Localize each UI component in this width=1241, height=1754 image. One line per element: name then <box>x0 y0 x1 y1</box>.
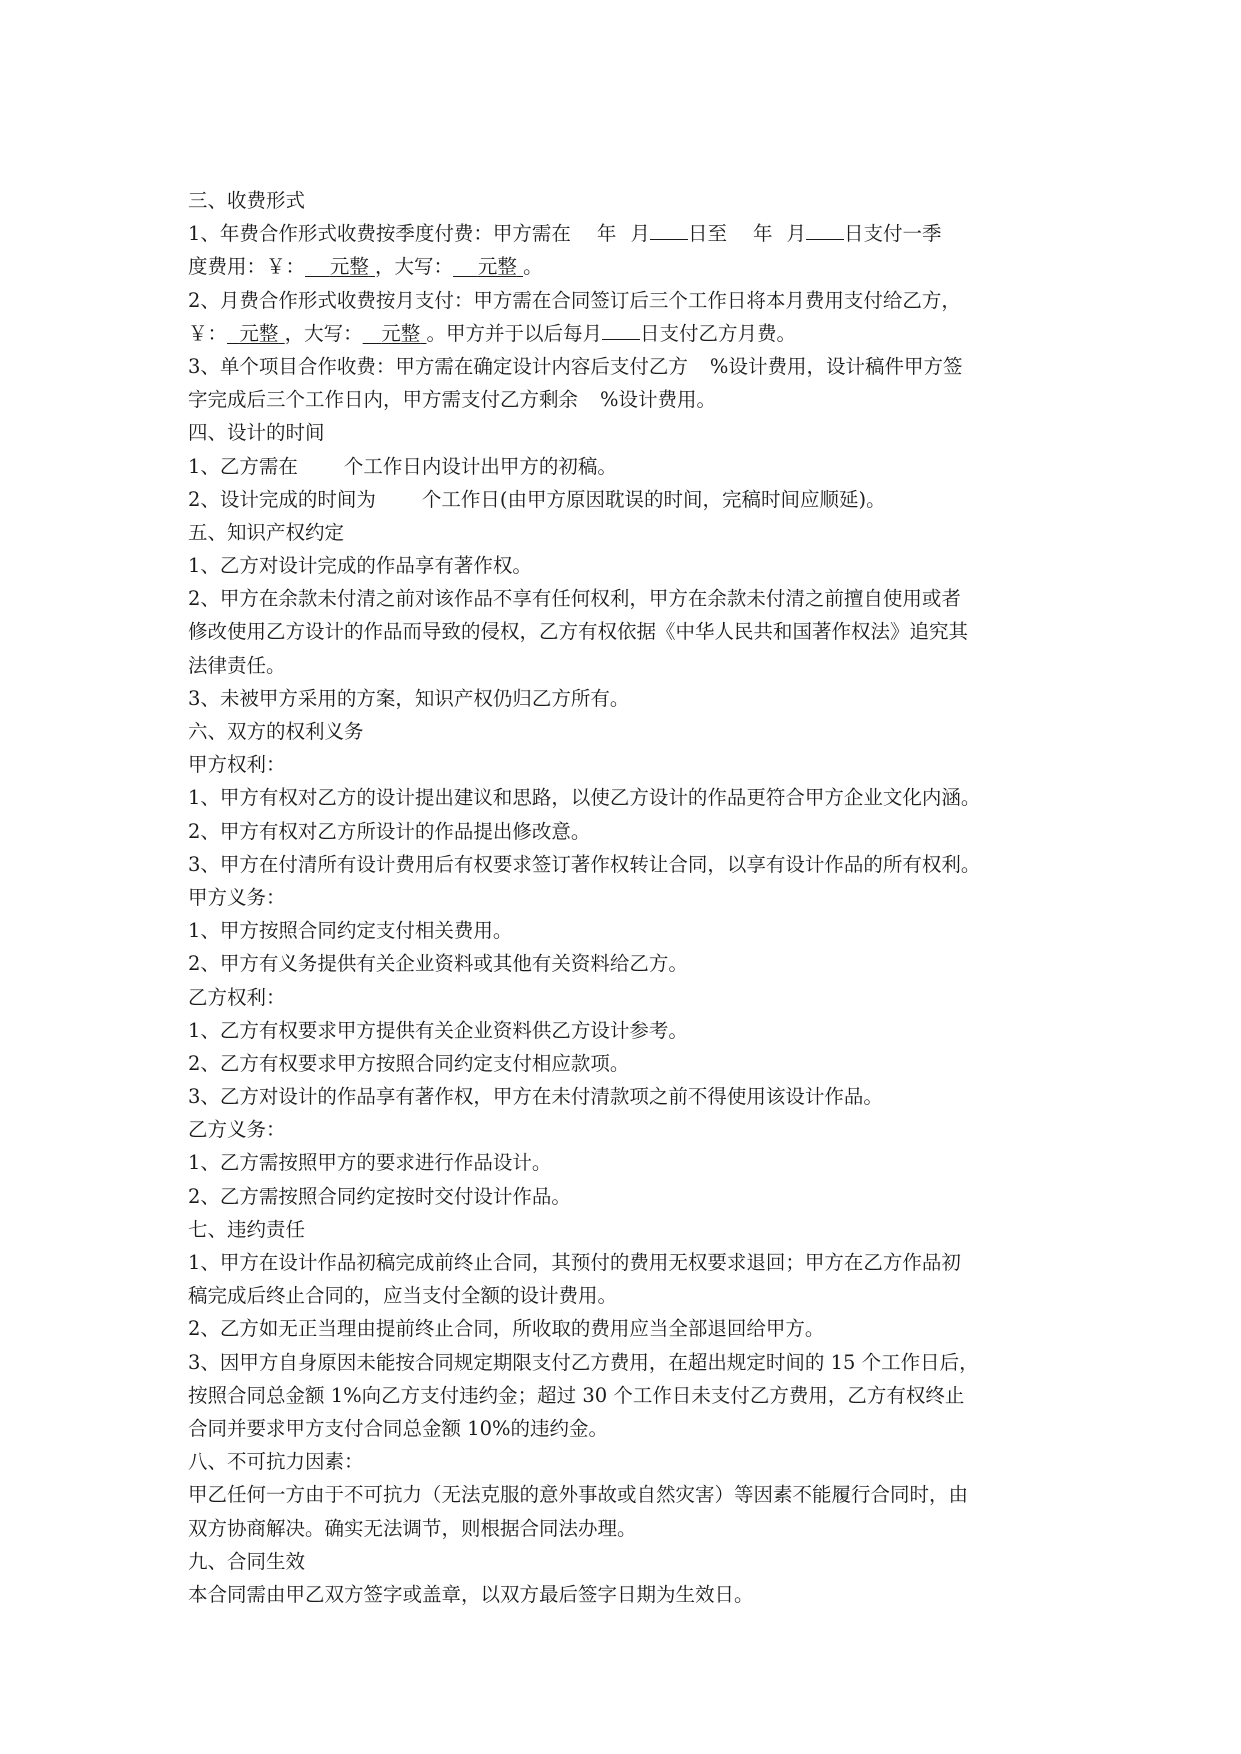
breach-clause-1-line-1: 1、甲方在设计作品初稿完成前终止合同，其预付的费用无权要求退回；甲方在乙方作品初 <box>188 1251 961 1274</box>
party-a-duties-heading: 甲方义务： <box>188 885 286 909</box>
fees-clause-1-line-2: 度费用：￥： 元整 ，大写： 元整 。 <box>188 250 1052 283</box>
ip-clause-2-line-2: 修改使用乙方设计的作品而导致的侵权，乙方有权依据《中华人民共和国著作权法》追究其 <box>188 620 969 644</box>
schedule-clause-1: 1、乙方需在 个工作日内设计出甲方的初稿。 <box>188 454 617 478</box>
section-heading-ip: 五、知识产权约定 <box>188 520 345 544</box>
breach-clause-2: 2、乙方如无正当理由提前终止合同，所收取的费用应当全部退回给甲方。 <box>188 1317 825 1341</box>
day-blank <box>602 317 640 340</box>
party-a-right-2: 2、甲方有权对乙方所设计的作品提出修改意。 <box>188 819 591 843</box>
contract-page <box>188 184 1052 1611</box>
party-b-duty-1: 1、乙方需按照甲方的要求进行作品设计。 <box>188 1151 552 1175</box>
day-blank <box>806 217 844 240</box>
party-a-rights-heading: 甲方权利： <box>188 753 286 777</box>
section-heading-fees: 三、收费形式 <box>188 189 306 212</box>
fees-clause-2-line-2: ￥： 元整 ，大写： 元整 。甲方并于以后每月 日支付乙方月费。 <box>188 317 1052 350</box>
section-heading-force-majeure: 八、不可抗力因素： <box>188 1450 364 1474</box>
party-a-duty-2: 2、甲方有义务提供有关企业资料或其他有关资料给乙方。 <box>188 952 688 976</box>
section-heading-effective: 九、合同生效 <box>188 1549 306 1573</box>
schedule-clause-2: 2、设计完成的时间为 个工作日(由甲方原因耽误的时间，完稿时间应顺延)。 <box>188 487 886 511</box>
party-b-right-2: 2、乙方有权要求甲方按照合同约定支付相应款项。 <box>188 1051 630 1075</box>
ip-clause-1: 1、乙方对设计完成的作品享有著作权。 <box>188 554 532 578</box>
fees-clause-1-line-1: 1、年费合作形式收费按季度付费：甲方需在 年 月 日至 年 月 日支付一季 <box>188 217 1052 250</box>
breach-clause-1-line-2: 稿完成后终止合同的，应当支付全额的设计费用。 <box>188 1284 618 1308</box>
ip-clause-3: 3、未被甲方采用的方案，知识产权仍归乙方所有。 <box>188 686 630 710</box>
party-a-right-1: 1、甲方有权对乙方的设计提出建议和思路，以使乙方设计的作品更符合甲方企业文化内涵。 <box>188 786 981 810</box>
day-blank <box>650 217 688 240</box>
effective-clause: 本合同需由甲乙双方签字或盖章，以双方最后签字日期为生效日。 <box>188 1582 754 1606</box>
party-b-right-1: 1、乙方有权要求甲方提供有关企业资料供乙方设计参考。 <box>188 1018 688 1042</box>
amount-blank: 元整 <box>239 321 279 345</box>
party-b-rights-heading: 乙方权利： <box>188 985 286 1009</box>
amount-blank: 元整 <box>329 255 369 279</box>
fees-clause-2-line-1: 2、月费合作形式收费按月支付：甲方需在合同签订后三个工作日将本月费用支付给乙方， <box>188 288 961 312</box>
force-majeure-line-2: 双方协商解决。确实无法调节，则根据合同法办理。 <box>188 1516 637 1540</box>
fees-clause-3-line-2: 字完成后三个工作日内，甲方需支付乙方剩余 %设计费用。 <box>188 388 717 412</box>
party-b-duty-2: 2、乙方需按照合同约定按时交付设计作品。 <box>188 1184 571 1208</box>
ip-clause-2-line-3: 法律责任。 <box>188 653 286 677</box>
section-heading-schedule: 四、设计的时间 <box>188 421 325 445</box>
section-heading-rights-duties: 六、双方的权利义务 <box>188 720 364 743</box>
party-b-right-3: 3、乙方对设计的作品享有著作权，甲方在未付清款项之前不得使用该设计作品。 <box>188 1085 883 1109</box>
party-b-duties-heading: 乙方义务： <box>188 1118 286 1142</box>
amount-words-blank: 元整 <box>477 255 517 279</box>
party-a-right-3: 3、甲方在付清所有设计费用后有权要求签订著作权转让合同，以享有设计作品的所有权利。 <box>188 852 981 876</box>
section-heading-breach: 七、违约责任 <box>188 1217 306 1241</box>
fees-clause-3-line-1: 3、单个项目合作收费：甲方需在确定设计内容后支付乙方 %设计费用，设计稿件甲方签 <box>188 354 963 378</box>
party-a-duty-1: 1、甲方按照合同约定支付相关费用。 <box>188 919 513 943</box>
breach-clause-3-line-2: 按照合同总金额 1%向乙方支付违约金；超过 30 个工作日未支付乙方费用，乙方有权终止 <box>188 1383 965 1407</box>
breach-clause-3-line-1: 3、因甲方自身原因未能按合同规定期限支付乙方费用，在超出规定时间的 15 个工作日后， <box>188 1350 979 1374</box>
ip-clause-2-line-1: 2、甲方在余款未付清之前对该作品不享有任何权利，甲方在余款未付清之前擅自使用或者 <box>188 587 961 611</box>
breach-clause-3-line-3: 合同并要求甲方支付合同总金额 10%的违约金。 <box>188 1416 609 1440</box>
force-majeure-line-1: 甲乙任何一方由于不可抗力（无法克服的意外事故或自然灾害）等因素不能履行合同时，由 <box>188 1483 969 1507</box>
amount-words-blank: 元整 <box>381 321 421 345</box>
